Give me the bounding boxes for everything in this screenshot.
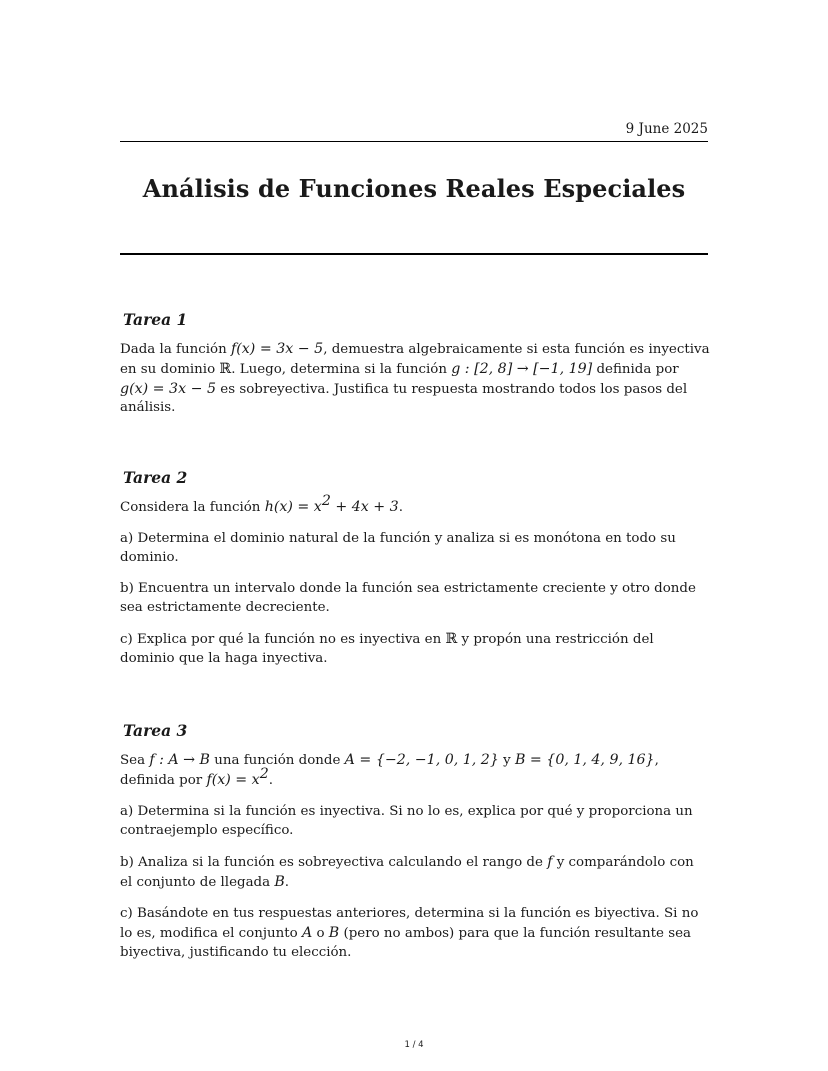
task-3-intro: [120, 751, 710, 791]
document-date: 9 June 2025: [625, 121, 708, 137]
math-exponent: 2: [259, 765, 269, 782]
task-3-item-a: a) Determina si la función es inyectiva. Si no lo es, explica por qué y proporciona un contraejemplo específico.: [120, 803, 693, 838]
math-expression: ℝ: [219, 360, 232, 377]
task-2-item-b: b) Encuentra un intervalo donde la función sea estrictamente creciente y otro donde sea estrictamente decreciente.: [120, 581, 696, 615]
text-run: (pero no ambos) para que la función resultante sea biyectiva, justificando tu elección.: [120, 925, 691, 960]
text-run: . Luego, determina si la función: [231, 361, 452, 377]
task-3-item-b: [120, 853, 710, 893]
text-run: .: [284, 874, 290, 890]
page-number: 1 / 4: [404, 1040, 424, 1050]
task-1: [120, 310, 710, 418]
task-2: [120, 468, 710, 669]
text-run: y: [498, 753, 515, 768]
text-run: Dada la función: [120, 342, 231, 357]
task-heading: Tarea 3: [123, 721, 188, 740]
title-rule: [120, 253, 708, 255]
math-expression: f: [547, 853, 553, 870]
math-expression: A = {−2, −1, 0, 1, 2}: [344, 752, 499, 768]
text-run: Considera la función: [120, 500, 265, 515]
text-run: Sea: [120, 753, 150, 768]
math-exponent: 2: [321, 493, 331, 509]
math-expression: f(x) = 3x − 5: [230, 341, 324, 357]
math-expression: A: [301, 924, 313, 941]
text-run: .: [398, 500, 403, 515]
task-2-item-a: a) Determina el dominio natural de la función y analiza si es monótona en todo su dominio.: [120, 531, 676, 565]
text-run: una función donde: [209, 753, 345, 768]
math-expression: f : A → B: [149, 752, 210, 768]
text-run: c) Explica por qué la función no es inyectiva en: [120, 632, 446, 648]
task-1-statement: [120, 340, 710, 418]
math-expression: ℝ: [445, 631, 458, 648]
text-run: .: [268, 772, 273, 788]
text-run: y comparándolo con el conjunto de llegada: [120, 854, 694, 890]
task-2-item-c: [120, 630, 710, 669]
text-run: c) Basándote en tus respuestas anteriores, determina si la función es biyectiva. Si no lo es, modifica el conjunto: [120, 905, 699, 941]
math-expression: B: [274, 873, 285, 890]
math-expression: h(x) = x: [264, 499, 322, 515]
task-3-item-c: [120, 905, 710, 962]
math-expression: B: [328, 924, 340, 941]
math-expression: g(x) = 3x − 5: [120, 380, 217, 397]
math-expression: + 4x + 3: [330, 499, 399, 515]
text-run: y propón una restricción del dominio que la haga inyectiva.: [120, 632, 654, 666]
text-run: o: [312, 925, 329, 941]
text-run: , demuestra algebraicamente si esta función es inyectiva en su dominio: [120, 342, 710, 377]
text-run: es sobreyectiva. Justifica tu respuesta mostrando todos los pasos del análisis.: [120, 381, 688, 416]
math-expression: g : [2, 8] → [−1, 19]: [451, 360, 593, 377]
task-3: [120, 721, 710, 962]
text-run: b) Analiza si la función es sobreyectiva calculando el rango de: [120, 854, 548, 870]
task-2-intro: [120, 493, 710, 518]
text-run: definida por: [592, 361, 679, 377]
math-expression: f(x) = x: [206, 771, 260, 788]
math-expression: B = {0, 1, 4, 9, 16}: [514, 752, 655, 768]
document-title: Análisis de Funciones Reales Especiales: [142, 174, 686, 203]
header-rule: [120, 141, 708, 142]
task-heading: Tarea 2: [123, 468, 188, 487]
text-run: , definida por: [120, 753, 659, 788]
task-heading: Tarea 1: [123, 310, 188, 329]
